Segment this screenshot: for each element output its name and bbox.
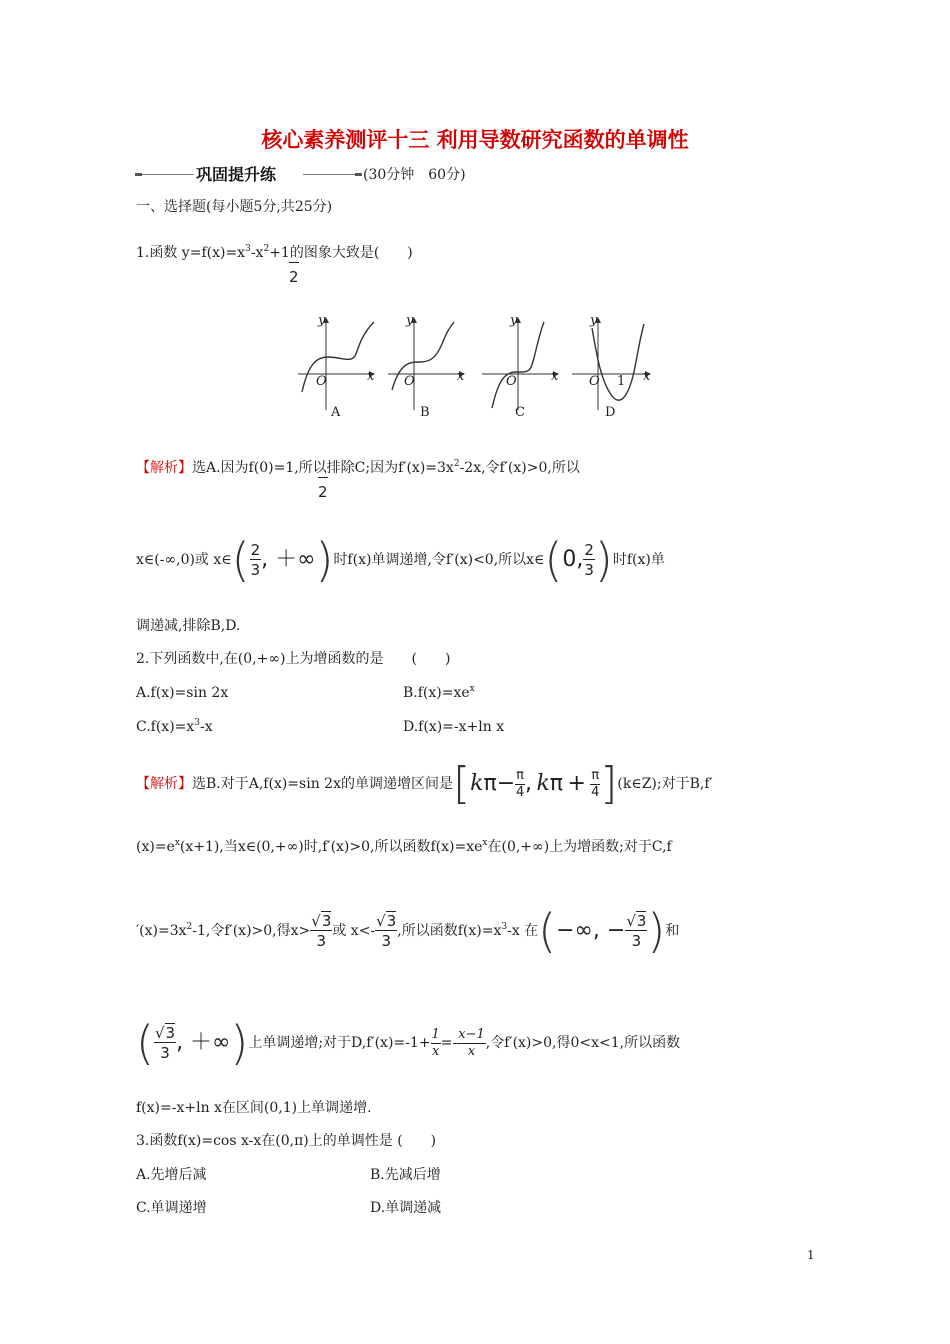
q1-exp-3: 3 [245,244,251,254]
graph-a-caption: A [331,405,341,420]
graph-d [572,318,650,410]
q2-option-d: D.f(x)=-x+ln x [403,719,505,735]
a1-zero: 0, [562,547,584,572]
a2-frac-xm1-x: $\frac{x-1}{x}$ [458,1026,485,1059]
a1-line3: 调递减,排除B,D. [136,618,241,634]
a2-frac-sqrt3-3d: $\frac{√3}{3}$ [154,1023,176,1062]
banner-right-line [303,174,355,175]
a1-line1 [136,459,580,477]
a2-line3: $'(x)=3x^2-1$,令f′(x)>0,得x> $\frac{√3}{3}$ 或 x<- $\frac{√3}{3}$ ,所以函数$f(x)=x^3-x$ 在(−∞, − $\frac{√3}{3}$ )和 [136,904,680,958]
q3-option-d: D.单调递减 [370,1200,442,1216]
a1-l2a: x∈(-∞,0)或 x∈ [136,552,232,568]
page-title: 核心素养测评十三 利用导数研究函数的单调性 [261,128,689,152]
part1-heading: 一、选择题(每小题5分,共25分) [136,199,333,215]
q1-frac-bar [289,262,299,263]
paren-open: ( [544,533,563,587]
a2-line2: $(x)=e^x(x+1)$,当x∈(0,+∞)时,f′(x)>0,所以函数$f(x)=xe^x$在(0,+∞)上为增函数;对于C,f [136,838,672,855]
a1-l1a: 选A.因为f(0)= [192,460,286,476]
a2-line4: ( $\frac{√3}{3}$ , ＋∞)上单调递增;对于D,f′(x)=-1+ $\frac{1}{x}$ =- $\frac{x-1}{x}$ ,令f′(x)>0,得0<x<1,所以函数 [136,1016,681,1070]
q1-stem-plus: + [269,245,281,261]
a1-l2b: 时f(x)单调递增,令f′(x)<0,所以x∈ [333,552,545,568]
a2-frac-pi-4: $\frac{\pi}{4}$ [515,767,525,800]
q1-stem-one: 1 [280,245,290,261]
a2-frac-pi-4b: $\frac{\pi}{4}$ [591,767,600,800]
q2-option-a: A.f(x)=sin 2x [136,685,229,701]
graph-b-caption: B [420,405,430,420]
graph-a-origin: O [316,374,327,389]
paren-close: ) [315,533,334,587]
a1-line2 [136,533,665,587]
graph-c-caption: C [515,405,525,420]
a2-frac-sqrt3-3c: $\frac{√3}{3}$ [626,911,647,950]
q3-stem: 3.函数f(x)=cos x-x在(0,π)上的单调性是 ( ) [136,1133,437,1149]
graph-d-x-label: x [643,369,651,384]
a1-plus-inf: , ＋∞ [261,547,316,572]
q3-option-a: A.先增后减 [136,1167,207,1183]
a2-frac-1-x: $\frac{1}{x}$ [431,1026,440,1059]
banner-right-dot [355,173,362,176]
a2-frac-sqrt3-3b: $\frac{√3}{3}$ [376,911,397,950]
graph-c-origin: O [506,374,517,389]
q2-option-b: $B.f(x)=xe^x$ [403,684,475,701]
graph-b-x-label: x [457,369,465,384]
q1-stem [136,244,413,262]
q1-exp-2: 2 [263,244,270,254]
graph-b-y-label: y [406,313,414,328]
banner-left-line [142,174,194,175]
a2-frac-sqrt3-3: $\frac{√3}{3}$ [311,911,332,950]
banner-left-dot [135,173,142,176]
graph-d-y-label: y [590,313,598,328]
graph-c-y-label: y [510,313,518,328]
bracket-open: [ [452,758,471,809]
paren-open: ( [231,533,250,587]
a2-line5: f(x)=-x+ln x在区间(0,1)上单调递增. [136,1100,372,1116]
a1-exp-2: 2 [453,459,460,469]
q1-stem-mid: -x [250,245,264,261]
a1-l1c: -2x,令f′(x)>0,所以 [459,460,580,476]
page-number: 1 [807,1248,815,1262]
a2-analysis-tag: 【解析】 [136,776,192,792]
graph-b-origin: O [404,374,415,389]
q1-stem-prefix: 1.函数 y=f(x)=x [136,245,246,261]
a1-analysis-tag: 【解析】 [136,460,192,476]
a1-l1b: ,所以排除C;因为f′(x)=3x [294,460,454,476]
bracket-close: ] [600,758,618,809]
q2-stem: 2.下列函数中,在(0,+∞)上为增函数的是 ( ) [136,651,451,667]
a1-l1-one: 1 [285,460,295,476]
q3-option-b: B.先减后增 [370,1167,441,1183]
graph-b [388,318,464,410]
q1-frac-denominator: 2 [289,268,299,286]
a2-l1a: 选B.对于A,f(x)=sin 2x的单调递增区间是 [192,776,453,792]
section-banner-label: 巩固提升练 [196,165,277,184]
a2-l1b: (k∈Z);对于B,f′ [617,776,713,792]
graph-d-origin: O [589,374,600,389]
a1-frac-2-3: $\frac{2}{3}$ [250,540,261,579]
graph-c [482,318,558,410]
graph-c-x-label: x [551,369,559,384]
q3-option-c: C.单调递增 [136,1200,207,1216]
paren-close: ) [594,533,613,587]
graph-a-x-label: x [367,369,375,384]
a1-frac-bar [318,477,328,478]
q1-stem-suffix: 的图象大致是( ) [289,245,413,261]
a1-frac-2-3b: $\frac{2}{3}$ [584,540,594,579]
q2-option-c: $C.f(x)=x^3-x$ [136,718,213,735]
graph-a-y-label: y [318,313,326,328]
graph-a [298,318,374,410]
a1-l2c: 时f(x)单 [612,552,665,568]
a1-frac-denominator: 2 [318,483,328,501]
graph-d-tick-one: 1 [617,374,626,389]
graph-d-caption: D [605,405,616,420]
a2-line1: 【解析】选B.对于A,f(x)=sin 2x的单调递增区间是[kπ− $\frac{\pi}{4}$ , kπ + $\frac{\pi}{4}$ ](k∈Z);对于B,f′ [136,758,713,809]
section-time-score: (30分钟 60分) [363,167,466,183]
